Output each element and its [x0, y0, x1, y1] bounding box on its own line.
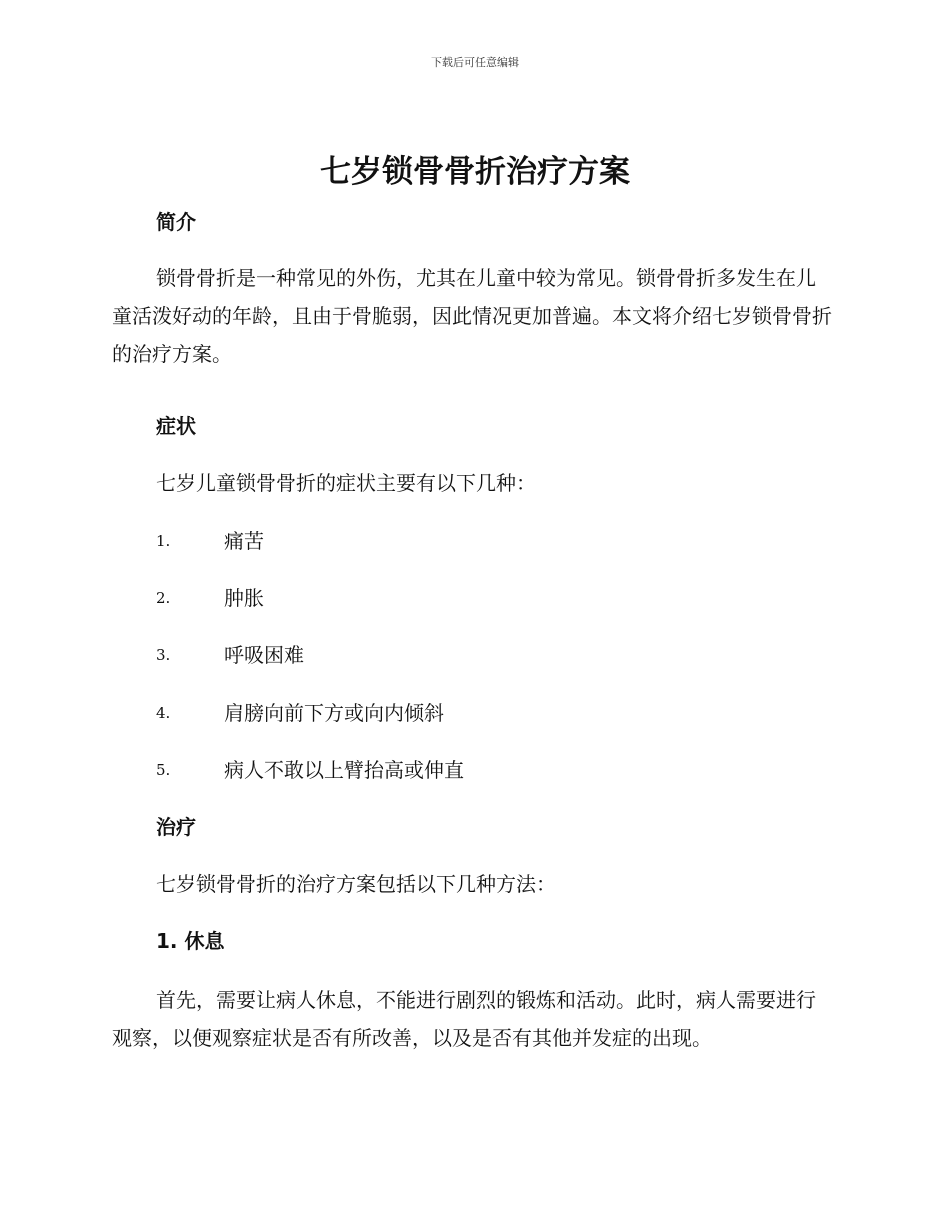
list-item-number: 2. — [156, 589, 171, 607]
list-item-number: 1. — [156, 532, 171, 550]
list-item-number: 5. — [156, 761, 171, 779]
intro-paragraph: 锁骨骨折是一种常见的外伤，尤其在儿童中较为常见。锁骨骨折多发生在儿童活泼好动的年龄，且由于骨脆弱，因此情况更加普遍。本文将介绍七岁锁骨骨折的治疗方案。 — [112, 266, 832, 366]
symptoms-lead: 七岁儿童锁骨骨折的症状主要有以下几种： — [156, 471, 536, 495]
header-note: 下载后可任意编辑 — [431, 56, 519, 69]
list-item-text: 痛苦 — [224, 529, 264, 553]
sub-heading-rest: 1. 休息 — [156, 929, 225, 953]
list-item-text: 呼吸困难 — [224, 643, 304, 667]
list-item-number: 3. — [156, 646, 171, 664]
section-heading-symptoms: 症状 — [156, 414, 196, 438]
list-item-number: 4. — [156, 704, 171, 722]
treatment-lead: 七岁锁骨骨折的治疗方案包括以下几种方法： — [156, 872, 556, 896]
list-item-text: 肿胀 — [224, 586, 264, 610]
section-heading-treatment: 治疗 — [156, 815, 196, 839]
list-item-text: 肩膀向前下方或向内倾斜 — [224, 701, 444, 725]
document-title: 七岁锁骨骨折治疗方案 — [320, 154, 630, 190]
list-item-text: 病人不敢以上臂抬高或伸直 — [224, 758, 464, 782]
rest-paragraph: 首先，需要让病人休息，不能进行剧烈的锻炼和活动。此时，病人需要进行观察，以便观察症状是否有所改善，以及是否有其他并发症的出现。 — [112, 988, 816, 1050]
section-heading-intro: 简介 — [156, 210, 196, 234]
